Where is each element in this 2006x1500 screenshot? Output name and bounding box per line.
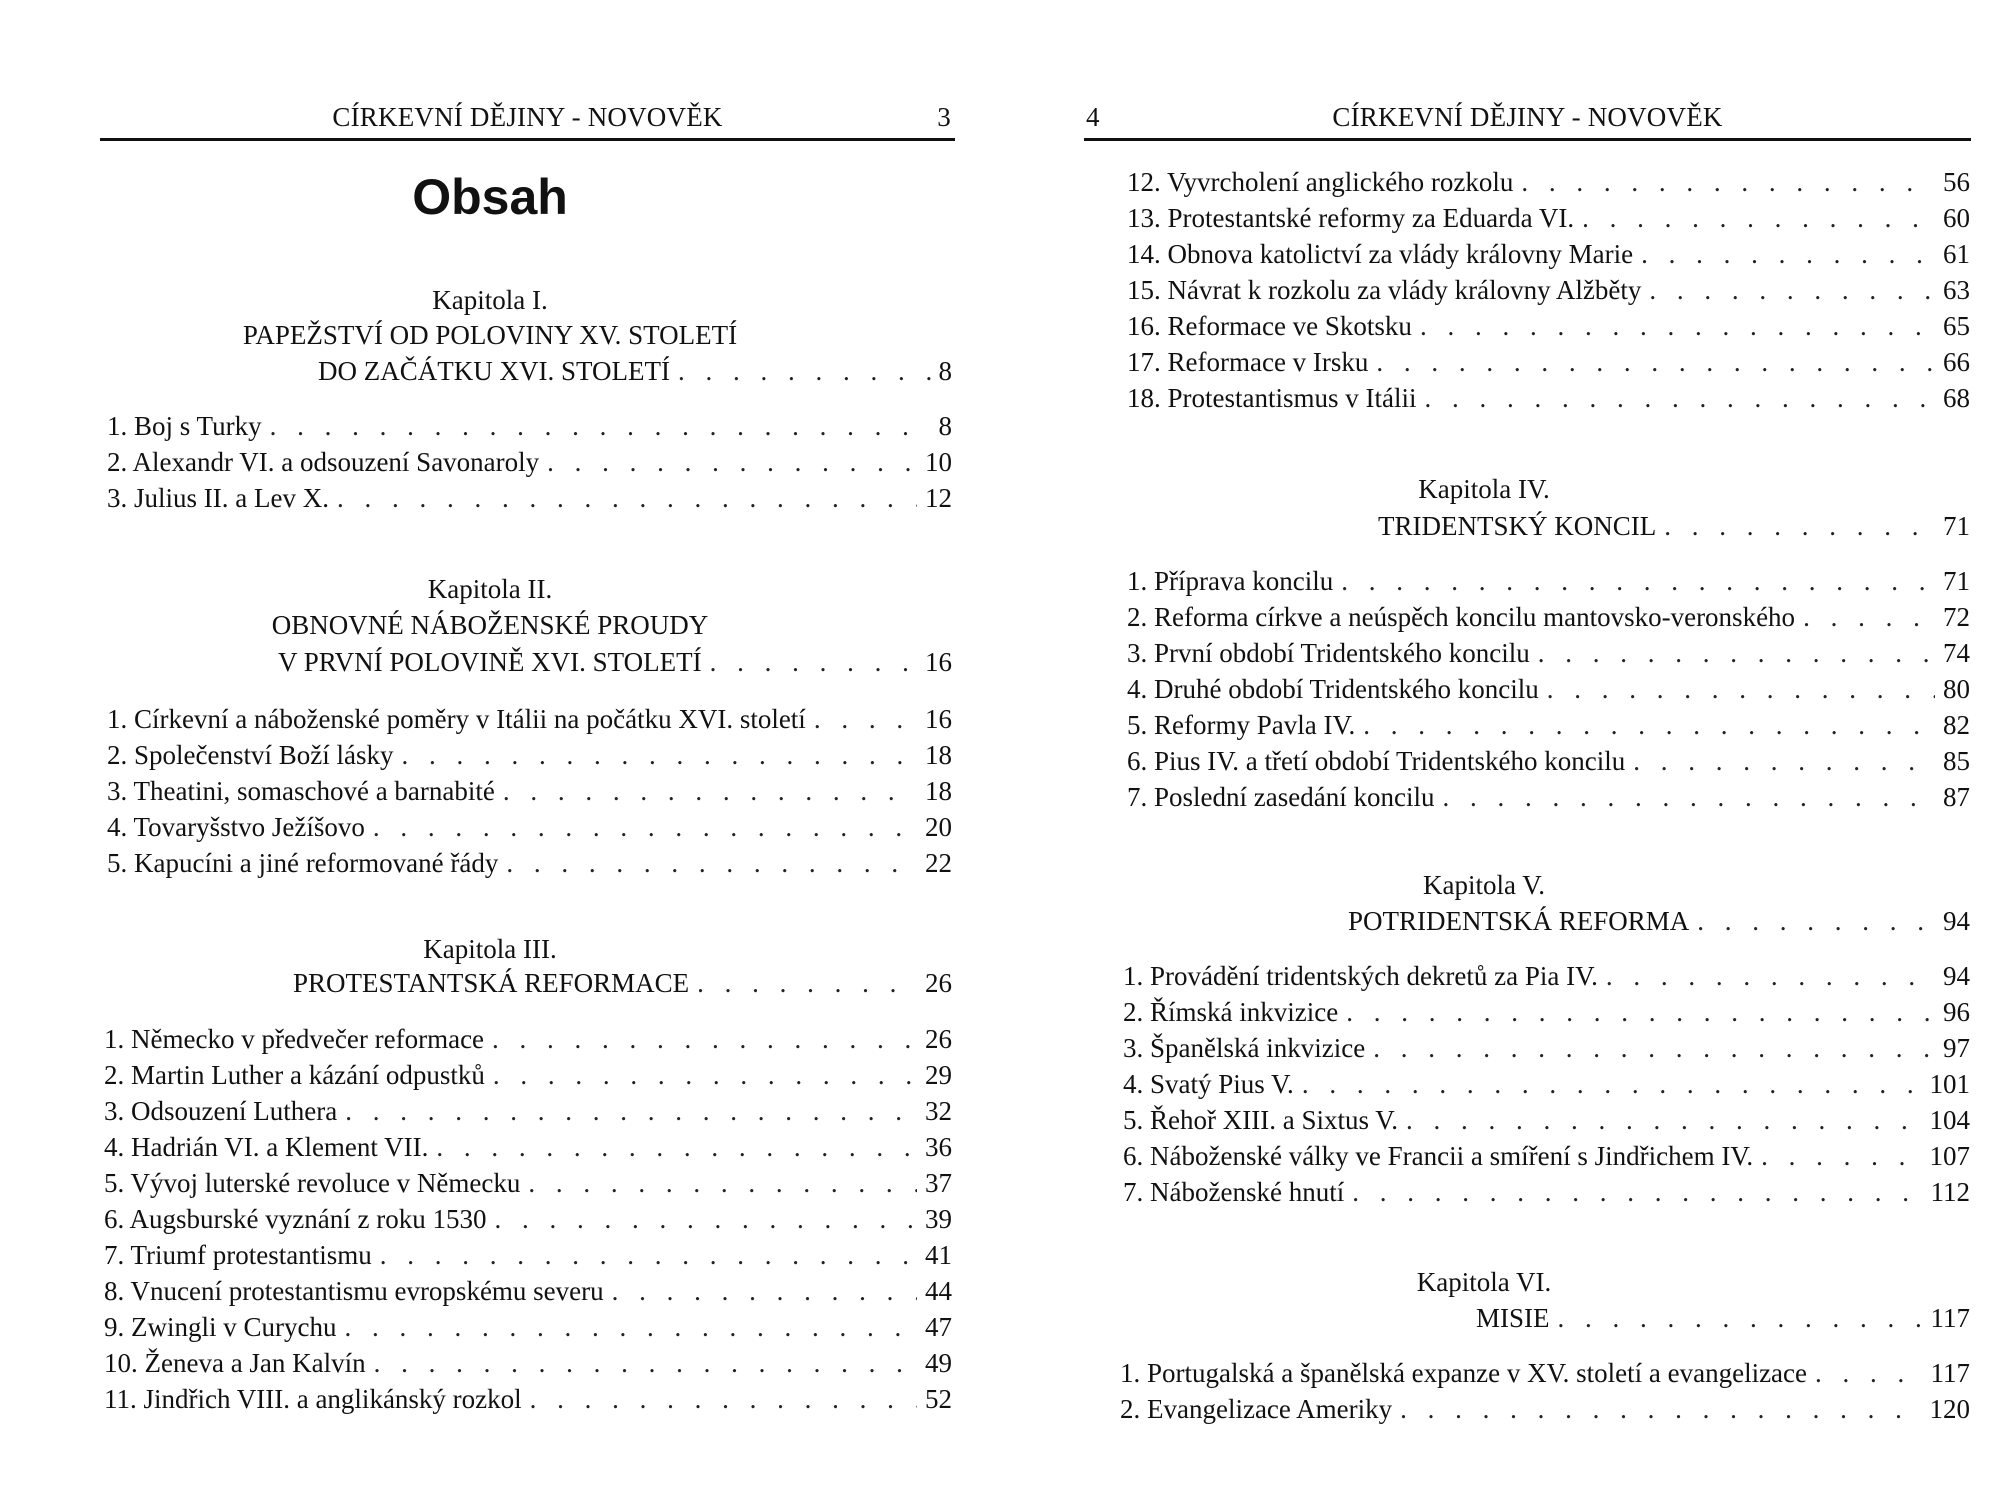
toc-entry[interactable] [1127,164,1970,200]
toc-entry[interactable] [1127,563,1970,599]
dot-leader [503,773,917,809]
toc-entry[interactable] [107,701,952,737]
chapter-label: Kapitola IV. [1418,474,1550,504]
toc-entry-page: 65 [1943,311,1970,341]
toc-entry-title: 16. Reformace ve Skotsku [1127,311,1412,341]
toc-entry-title: 15. Návrat k rozkolu za vlády královny Alžběty [1127,275,1642,305]
toc-entry-page: 112 [1930,1177,1970,1207]
chapter-label: Kapitola III. [423,934,557,964]
toc-entry-title: 5. Reformy Pavla IV. [1127,710,1356,740]
toc-entry-title: 1. Příprava koncilu [1127,566,1334,596]
toc-entry-page: 18 [925,740,952,770]
dot-leader [436,1129,917,1165]
dot-leader [1420,308,1935,344]
toc-entry[interactable] [1123,1102,1970,1138]
dot-leader [1803,599,1935,635]
chapter-heading-entry[interactable] [278,644,952,680]
toc-entry[interactable] [1127,671,1970,707]
toc-entry-page: 71 [1943,566,1970,596]
toc-entry-page: 104 [1929,1105,1970,1135]
dot-leader [678,353,931,389]
dot-leader [374,1345,917,1381]
toc-entry-page: 56 [1943,167,1970,197]
toc-entry-page: 39 [925,1204,952,1234]
toc-entry[interactable] [1127,599,1970,635]
toc-entry[interactable] [1127,779,1970,815]
dot-leader [1521,164,1935,200]
toc-entry[interactable] [104,1273,952,1309]
toc-entry-title: 4. Tovaryšstvo Ježíšovo [107,812,365,842]
toc-entry[interactable] [1123,994,1970,1030]
right-page [1084,0,1971,1500]
toc-entry[interactable] [1120,1355,1970,1391]
dot-leader [401,737,917,773]
chapter-page: 117 [1930,1303,1970,1333]
toc-entry[interactable] [1123,1030,1970,1066]
toc-entry-page: 68 [1943,383,1970,413]
toc-entry-title: 4. Druhé období Tridentského koncilu [1127,674,1539,704]
toc-entry-page: 12 [925,483,952,513]
running-head-title: CÍRKEVNÍ DĚJINY - NOVOVĚK [1332,102,1723,132]
dot-leader [506,845,917,881]
toc-entry-title: 7. Náboženské hnutí [1123,1177,1345,1207]
toc-entry-title: 2. Alexandr VI. a odsouzení Savonaroly [107,447,540,477]
toc-entry-title: 1. Německo v předvečer reformace [104,1024,485,1054]
toc-entry-page: 60 [1943,203,1970,233]
chapter-heading-entry[interactable] [1476,1300,1970,1336]
toc-entry-title: 9. Zwingli v Curychu [104,1312,337,1342]
dot-leader [1558,1300,1923,1336]
toc-entry-title: 18. Protestantismus v Itálii [1127,383,1417,413]
toc-entry-title: 1. Portugalská a španělská expanze v XV. století a evangelizace [1120,1358,1808,1388]
toc-entry-title: 2. Martin Luther a kázání odpustků [104,1060,485,1090]
dot-leader [494,1201,917,1237]
toc-entry-title: 7. Triumf protestantismu [104,1240,372,1270]
dot-leader [528,1165,917,1201]
dot-leader [1697,903,1935,939]
dot-leader [1341,563,1935,599]
toc-entry-page: 94 [1943,961,1970,991]
dot-leader [1373,1030,1935,1066]
dot-leader [493,1057,917,1093]
dot-leader [1633,743,1935,779]
toc-entry-page: 22 [925,848,952,878]
toc-entry[interactable] [107,809,952,845]
dot-leader [1582,200,1935,236]
chapter-title: PAPEŽSTVÍ OD POLOVINY XV. STOLETÍ [242,320,738,350]
toc-entry-page: 107 [1929,1141,1970,1171]
toc-entry[interactable] [107,773,952,809]
toc-entry-page: 18 [925,776,952,806]
chapter-heading-entry[interactable] [293,965,952,1001]
chapter-heading-entry[interactable] [318,353,952,389]
toc-entry[interactable] [104,1201,952,1237]
toc-entry-page: 97 [1943,1033,1970,1063]
toc-entry-title: 3. První období Tridentského koncilu [1127,638,1530,668]
dot-leader [1538,635,1935,671]
toc-entry-page: 120 [1929,1394,1970,1424]
dot-leader [344,1309,917,1345]
dot-leader [612,1273,917,1309]
chapter-label: Kapitola VI. [1416,1267,1552,1297]
toc-entry-page: 66 [1943,347,1970,377]
toc-entry-title: 2. Reforma církve a neúspěch koncilu mantovsko-veronského [1127,602,1796,632]
toc-entry-page: 44 [925,1276,952,1306]
toc-entry-page: 29 [925,1060,952,1090]
toc-entry-title: 4. Svatý Pius V. [1123,1069,1294,1099]
toc-entry[interactable] [104,1057,952,1093]
toc-entry-page: 26 [925,1024,952,1054]
toc-entry[interactable] [1127,236,1970,272]
toc-entry-title: 2. Římská inkvizice [1123,997,1339,1027]
toc-entry[interactable] [1123,1138,1970,1174]
toc-entry-page: 32 [925,1096,952,1126]
page-title: Obsah [412,169,568,225]
toc-entry-title: 1. Boj s Turky [107,411,262,441]
dot-leader [270,408,931,444]
toc-entry-title: 14. Obnova katolictví za vlády královny Marie [1127,239,1634,269]
dot-leader [1761,1138,1921,1174]
toc-entry[interactable] [104,1021,952,1057]
toc-entry[interactable] [104,1093,952,1129]
dot-leader [373,809,917,845]
chapter-title: MISIE [1476,1303,1550,1333]
dot-leader [1363,707,1935,743]
toc-entry-page: 101 [1929,1069,1970,1099]
toc-entry-page: 82 [1943,710,1970,740]
dot-leader [1442,779,1935,815]
toc-entry-page: 72 [1943,602,1970,632]
toc-entry-page: 61 [1943,239,1970,269]
toc-entry[interactable] [1127,308,1970,344]
chapter-page: 71 [1943,511,1970,541]
toc-entry-title: 8. Vnucení protestantismu evropskému severu [104,1276,604,1306]
dot-leader [710,644,917,680]
dot-leader [1425,380,1936,416]
chapter-page: 94 [1943,906,1970,936]
toc-entry[interactable] [1123,958,1970,994]
toc-entry-title: 17. Reformace v Irsku [1127,347,1369,377]
chapter-title: DO ZAČÁTKU XVI. STOLETÍ [318,356,670,386]
chapter-heading-entry[interactable] [1348,903,1970,939]
toc-entry[interactable] [1127,707,1970,743]
toc-entry-page: 63 [1943,275,1970,305]
dot-leader [1664,508,1935,544]
toc-entry[interactable] [104,1129,952,1165]
chapter-title: PROTESTANTSKÁ REFORMACE [293,968,690,998]
toc-entry-page: 87 [1943,782,1970,812]
toc-entry-title: 3. Julius II. a Lev X. [107,483,329,513]
toc-entry-page: 96 [1943,997,1970,1027]
toc-entry-page: 16 [925,704,952,734]
toc-entry[interactable] [1127,344,1970,380]
dot-leader [492,1021,917,1057]
chapter-label: Kapitola I. [432,285,548,315]
toc-entry-title: 6. Augsburské vyznání z roku 1530 [104,1204,487,1234]
toc-entry[interactable] [107,845,952,881]
toc-entry[interactable] [107,444,952,480]
chapter-heading-entry[interactable] [1378,508,1970,544]
chapter-page: 26 [925,968,952,998]
toc-entry-title: 5. Kapucíni a jiné reformované řády [107,848,499,878]
toc-entry-page: 20 [925,812,952,842]
running-head [1084,102,1971,141]
toc-entry[interactable] [1120,1391,1970,1427]
toc-entry-page: 49 [925,1348,952,1378]
dot-leader [530,1381,917,1417]
toc-entry-page: 41 [925,1240,952,1270]
toc-entry-page: 117 [1930,1358,1970,1388]
chapter-label: Kapitola II. [427,574,553,604]
dot-leader [814,701,917,737]
toc-entry[interactable] [107,737,952,773]
toc-entry-title: 6. Náboženské války ve Francii a smíření s Jindřichem IV. [1123,1141,1754,1171]
toc-entry[interactable] [1127,743,1970,779]
dot-leader [547,444,917,480]
dot-leader [1815,1355,1922,1391]
toc-entry[interactable] [1123,1174,1970,1210]
toc-entry-page: 36 [925,1132,952,1162]
toc-entry-title: 13. Protestantské reformy za Eduarda VI. [1127,203,1575,233]
toc-entry-title: 4. Hadrián VI. a Klement VII. [104,1132,429,1162]
toc-entry-title: 5. Řehoř XIII. a Sixtus V. [1123,1105,1398,1135]
toc-entry[interactable] [104,1309,952,1345]
dot-leader [1547,671,1935,707]
toc-entry-page: 80 [1943,674,1970,704]
toc-entry[interactable] [104,1165,952,1201]
running-head-title: CÍRKEVNÍ DĚJINY - NOVOVĚK [332,102,723,132]
toc-entry-page: 37 [925,1168,952,1198]
toc-entry-title: 1. Provádění tridentských dekretů za Pia IV. [1123,961,1598,991]
toc-entry[interactable] [104,1381,952,1417]
page-number: 3 [937,102,951,132]
toc-entry[interactable] [1127,200,1970,236]
dot-leader [1400,1391,1921,1427]
dot-leader [697,965,917,1001]
toc-entry-page: 74 [1943,638,1970,668]
dot-leader [1376,344,1935,380]
toc-entry-page: 8 [938,411,952,441]
dot-leader [380,1237,917,1273]
toc-entry-title: 12. Vyvrcholení anglického rozkolu [1127,167,1514,197]
toc-entry[interactable] [1127,635,1970,671]
toc-entry-title: 1. Církevní a náboženské poměry v Itálii na počátku XVI. století [107,704,806,734]
toc-entry[interactable] [1127,380,1970,416]
toc-entry-title: 3. Odsouzení Luthera [104,1096,338,1126]
toc-entry-title: 5. Vývoj luterské revoluce v Německu [104,1168,521,1198]
toc-entry-page: 10 [925,447,952,477]
running-head [100,102,955,141]
chapter-title: TRIDENTSKÝ KONCIL [1378,511,1657,541]
toc-entry-page: 85 [1943,746,1970,776]
page-number: 4 [1086,102,1100,132]
toc-entry[interactable] [1127,272,1970,308]
toc-entry[interactable] [104,1237,952,1273]
toc-entry-title: 2. Společenství Boží lásky [107,740,394,770]
toc-entry[interactable] [107,408,952,444]
toc-entry-page: 52 [925,1384,952,1414]
dot-leader [1649,272,1935,308]
dot-leader [1406,1102,1922,1138]
toc-entry-title: 10. Ženeva a Jan Kalvín [104,1348,366,1378]
toc-entry-title: 6. Pius IV. a třetí období Tridentského koncilu [1127,746,1626,776]
dot-leader [1606,958,1935,994]
dot-leader [337,480,917,516]
toc-entry[interactable] [1123,1066,1970,1102]
toc-entry-title: 3. Theatini, somaschové a barnabité [107,776,495,806]
left-page [100,0,955,1500]
toc-entry-page: 47 [925,1312,952,1342]
toc-entry-title: 2. Evangelizace Ameriky [1120,1394,1393,1424]
toc-entry-title: 11. Jindřich VIII. a anglikánský rozkol [104,1384,522,1414]
chapter-page: 8 [938,356,952,386]
dot-leader [1352,1174,1922,1210]
chapter-title: POTRIDENTSKÁ REFORMA [1348,906,1690,936]
dot-leader [345,1093,917,1129]
chapter-label: Kapitola V. [1422,870,1545,900]
dot-leader [1641,236,1935,272]
dot-leader [1302,1066,1922,1102]
toc-entry[interactable] [107,480,952,516]
toc-entry[interactable] [104,1345,952,1381]
chapter-page: 16 [925,647,952,677]
dot-leader [1346,994,1935,1030]
chapter-title: V PRVNÍ POLOVINĚ XVI. STOLETÍ [278,647,702,677]
chapter-title: OBNOVNÉ NÁBOŽENSKÉ PROUDY [271,610,709,640]
toc-entry-title: 3. Španělská inkvizice [1123,1033,1366,1063]
toc-entry-title: 7. Poslední zasedání koncilu [1127,782,1435,812]
